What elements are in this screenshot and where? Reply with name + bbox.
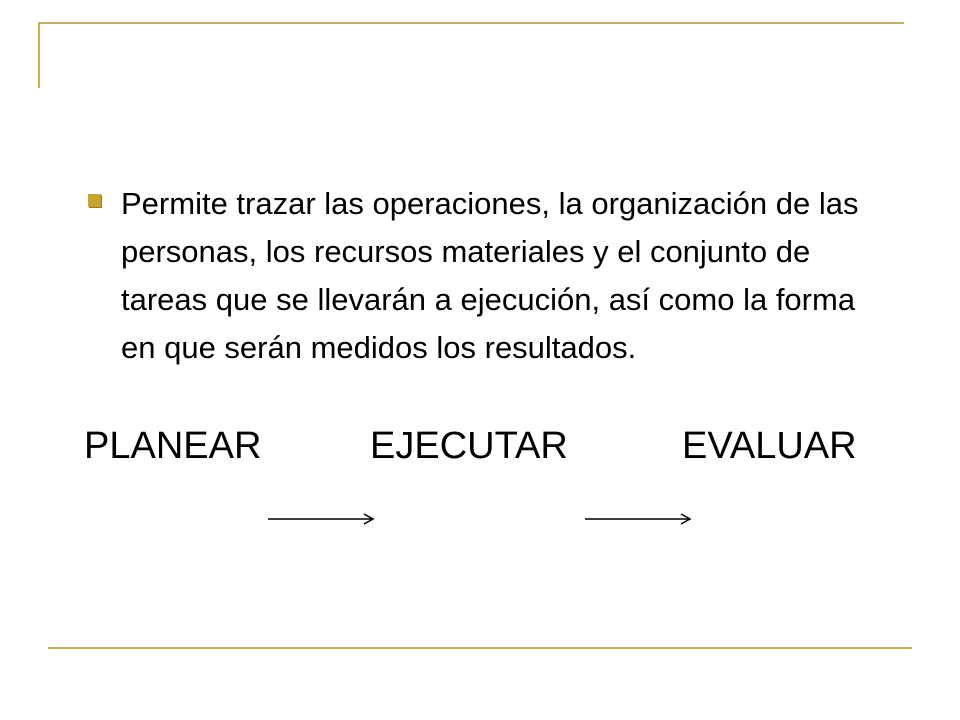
square-bullet-icon — [88, 194, 101, 207]
arrow-right-icon — [268, 512, 376, 526]
frame-bottom-line — [48, 647, 912, 649]
frame-top-line — [40, 22, 904, 24]
bullet-text: Permite trazar las operaciones, la organización de las personas, los recursos materiales y el conjunto de tareas que se llevarán a ejecución, así como la forma en que serán medidos los resultados. — [121, 186, 859, 365]
step-ejecutar: EJECUTAR — [370, 425, 568, 467]
frame-left-line — [38, 22, 40, 88]
arrow-right-icon — [585, 512, 693, 526]
bullet-list — [88, 180, 888, 372]
step-planear: PLANEAR — [84, 425, 262, 467]
step-evaluar: EVALUAR — [682, 425, 857, 467]
